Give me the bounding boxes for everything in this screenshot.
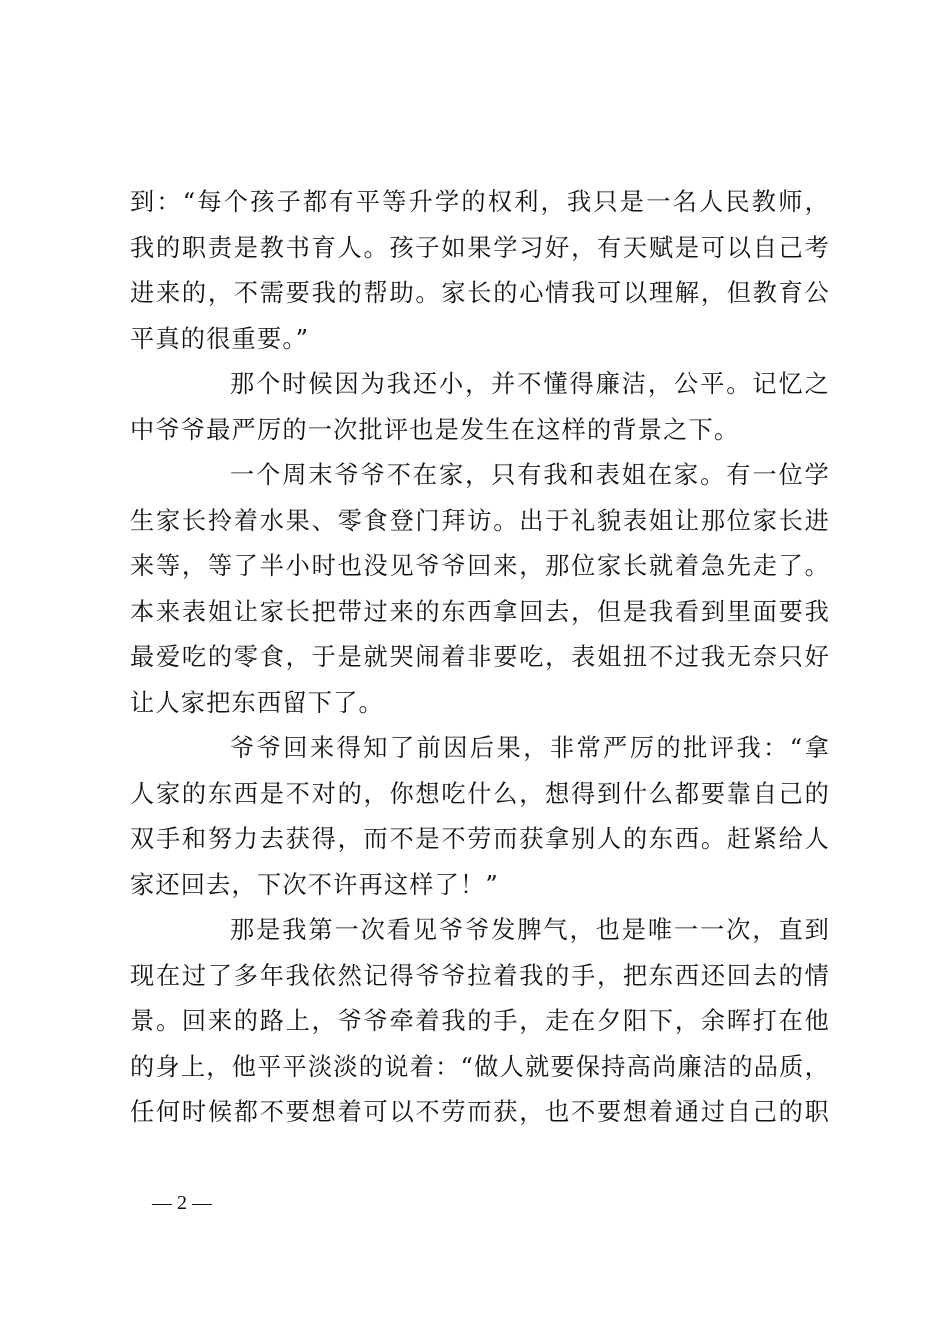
text-line: 现在过了多年我依然记得爷爷拉着我的手，把东西还回去的情 xyxy=(130,961,830,990)
text-line: 让人家把东西留下了。 xyxy=(130,688,384,717)
text-line: 我的职责是教书育人。孩子如果学习好，有天赋是可以自己考 xyxy=(130,233,830,262)
text-line: 的身上，他平平淡淡的说着：“做人就要保持高尚廉洁的品质， xyxy=(130,1052,830,1081)
text-line: 到：“每个孩子都有平等升学的权利，我只是一名人民教师， xyxy=(130,188,830,216)
text-line: 任何时候都不要想着可以不劳而获，也不要想着通过自己的职 xyxy=(130,1098,830,1126)
text-line: 一个周末爷爷不在家，只有我和表姐在家。有一位学 xyxy=(230,461,830,489)
text-line: 平真的很重要。” xyxy=(130,324,310,353)
text-line: 中爷爷最严厉的一次批评也是发生在这样的背景之下。 xyxy=(130,415,740,444)
body-text xyxy=(130,180,830,1136)
text-line: 家还回去，下次不许再这样了！” xyxy=(130,870,499,899)
text-line: 最爱吃的零食，于是就哭闹着非要吃，表姐扭不过我无奈只好 xyxy=(130,643,830,671)
text-line: 景。回来的路上，爷爷牵着我的手，走在夕阳下，余晖打在他 xyxy=(130,1007,830,1035)
text-line: 双手和努力去获得，而不是不劳而获拿别人的东西。赶紧给人 xyxy=(130,825,830,853)
text-line: 生家长拎着水果、零食登门拜访。出于礼貌表姐让那位家长进 xyxy=(130,506,830,535)
page-number: — 2 — xyxy=(152,1192,212,1214)
text-line: 来等，等了半小时也没见爷爷回来，那位家长就着急先走了。 xyxy=(130,552,830,580)
text-line: 人家的东西是不对的，你想吃什么，想得到什么都要靠自己的 xyxy=(130,779,830,808)
text-line: 本来表姐让家长把带过来的东西拿回去，但是我看到里面要我 xyxy=(130,597,830,626)
text-line: 那是我第一次看见爷爷发脾气，也是唯一一次，直到 xyxy=(230,916,830,944)
text-line: 那个时候因为我还小，并不懂得廉洁，公平。记忆之 xyxy=(230,370,830,398)
text-line: 进来的，不需要我的帮助。家长的心情我可以理解，但教育公 xyxy=(130,279,830,307)
text-line: 爷爷回来得知了前因后果，非常严厉的批评我：“拿 xyxy=(230,734,830,762)
